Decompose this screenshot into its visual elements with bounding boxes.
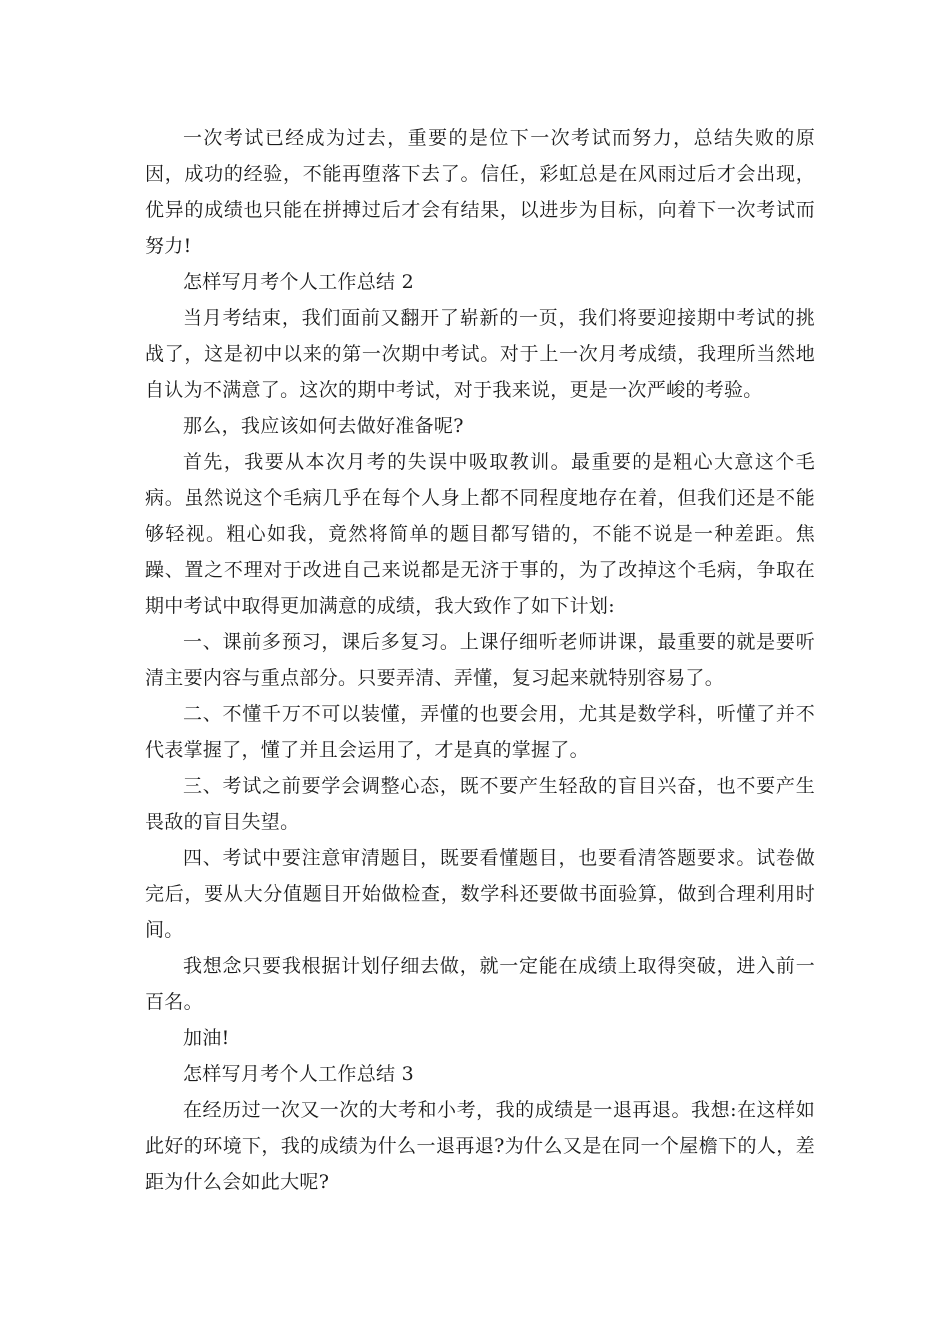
paragraph-4: 首先，我要从本次月考的失误中吸取教训。最重要的是粗心大意这个毛病。虽然说这个毛病几乎在每个人身上都不同程度地存在着，但我们还是不能够轻视。粗心如我，竟然将简单的题目都写错的，不能不说是一种差距。焦躁、置之不理对于改进自己来说都是无济于事的，为了改掉这个毛病，争取在期中考试中取得更加满意的成绩，我大致作了如下计划: bbox=[145, 451, 815, 617]
paragraph-7: 在经历过一次又一次的大考和小考，我的成绩是一退再退。我想:在这样如此好的环境下，我的成绩为什么一退再退?为什么又是在同一个屋檐下的人，差距为什么会如此大呢? bbox=[145, 1099, 815, 1193]
paragraph-1: 一次考试已经成为过去，重要的是位下一次考试而努力，总结失败的原因，成功的经验，不能再堕落下去了。信任，彩虹总是在风雨过后才会出现，优异的成绩也只能在拼搏过后才会有结果，以进步为目标，向着下一次考试而努力! bbox=[145, 127, 815, 257]
plan-item-3: 三、考试之前要学会调整心态，既不要产生轻敌的盲目兴奋，也不要产生畏敌的盲目失望。 bbox=[145, 775, 815, 833]
document-body bbox=[145, 120, 815, 1200]
plan-item-4: 四、考试中要注意审清题目，既要看懂题目，也要看清答题要求。试卷做完后，要从大分值题目开始做检查，数学科还要做书面验算，做到合理利用时间。 bbox=[145, 847, 815, 941]
paragraph-6: 加油! bbox=[183, 1027, 230, 1049]
plan-item-1: 一、课前多预习，课后多复习。上课仔细听老师讲课，最重要的就是要听清主要内容与重点部分。只要弄清、弄懂，复习起来就特别容易了。 bbox=[145, 631, 815, 689]
paragraph-3: 那么，我应该如何去做好准备呢? bbox=[183, 415, 464, 437]
paragraph-2: 当月考结束，我们面前又翻开了崭新的一页，我们将要迎接期中考试的挑战了，这是初中以来的第一次期中考试。对于上一次月考成绩，我理所当然地自认为不满意了。这次的期中考试，对于我来说，更是一次严峻的考验。 bbox=[145, 307, 815, 401]
paragraph-5: 我想念只要我根据计划仔细去做，就一定能在成绩上取得突破，进入前一百名。 bbox=[145, 955, 815, 1013]
section-heading-2: 怎样写月考个人工作总结 2 bbox=[183, 271, 415, 293]
plan-item-2: 二、不懂千万不可以装懂，弄懂的也要会用，尤其是数学科，听懂了并不代表掌握了，懂了并且会运用了，才是真的掌握了。 bbox=[145, 703, 815, 761]
section-heading-3: 怎样写月考个人工作总结 3 bbox=[183, 1063, 415, 1085]
